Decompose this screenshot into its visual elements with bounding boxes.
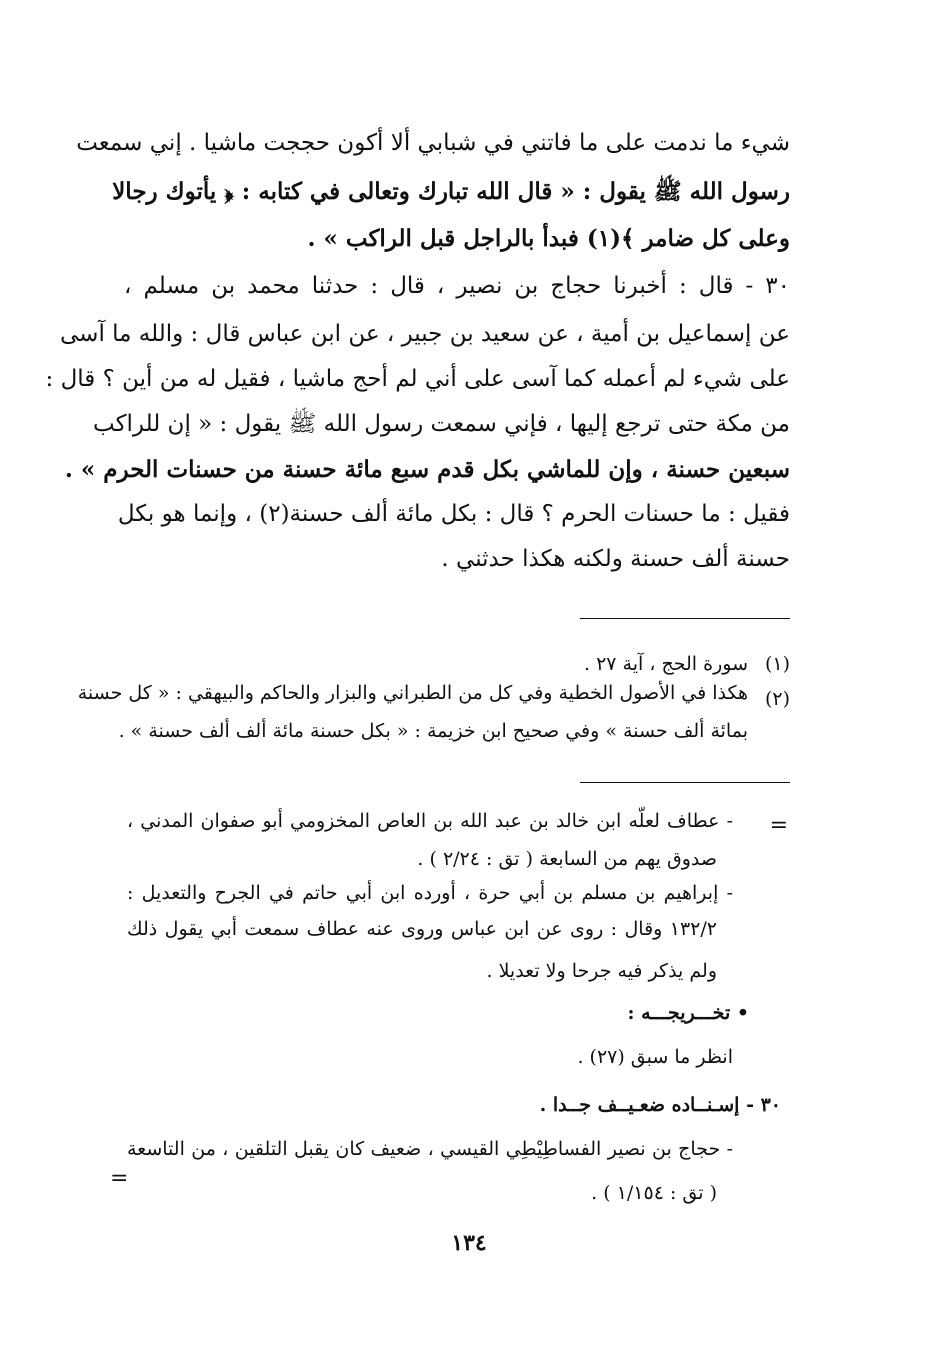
- commentary-line: ( تق : ١/١٥٤ ) .: [591, 1182, 717, 1204]
- continuation-mark: =: [769, 813, 788, 838]
- main-line: فقيل : ما حسنات الحرم ؟ قال : بكل مائة ألف حسنة(٢) ، وإنما هو بكل: [117, 501, 790, 527]
- end-continuation-mark: =: [110, 1166, 129, 1191]
- commentary-line: - حجاج بن نصير الفساطِيْطِي القيسي ، ضعيف كان يقبل التلقين ، من التاسعة: [127, 1138, 733, 1160]
- commentary-line: صدوق يهم من السابعة ( تق : ٢/٢٤ ) .: [417, 848, 717, 870]
- commentary-line: ١٣٢/٢ وقال : روى عن ابن عباس وروى عنه عطاف سمعت أبي يقول ذلك: [127, 918, 717, 940]
- footnote-line: هكذا في الأصول الخطية وفي كل من الطبراني والبزار والحاكم والبيهقي : « كل حسنة: [77, 682, 748, 704]
- footnote-divider: [580, 618, 790, 619]
- main-line: على شيء لم أعمله كما آسى على أني لم أحج ماشيا ، فقيل له من أين ؟ قال :: [45, 366, 790, 392]
- main-line: سبعين حسنة ، وإن للماشي بكل قدم سبع مائة حسنة من حسنات الحرم » .: [64, 456, 790, 483]
- main-line: وعلى كل ضامر ﴾(١) فبدأ بالراجل قبل الراكب » .: [307, 225, 790, 252]
- footnote-number: (١): [764, 653, 790, 675]
- main-line: رسول الله ﷺ يقول : « قال الله تبارك وتعالى في كتابه : ﴿ يأتوك رجالا: [112, 178, 790, 205]
- main-line: حسنة ألف حسنة ولكنه هكذا حدثني .: [441, 546, 790, 572]
- main-text: [45, 0, 790, 600]
- hadith-30-heading: ٣٠ - إسـنــاده ضعـيــف جــدا .: [539, 1094, 781, 1116]
- commentary-divider: [580, 782, 790, 783]
- commentary-line: - إبراهيم بن مسلم بن أبي حرة ، أورده ابن أبي حاتم في الجرح والتعديل :: [127, 882, 733, 904]
- commentary-line: ولم يذكر فيه جرحا ولا تعديلا .: [486, 960, 717, 982]
- main-line: من مكة حتى ترجع إليها ، فإني سمعت رسول الله ﷺ يقول : « إن للراكب: [93, 411, 790, 437]
- main-line: شيء ما ندمت على ما فاتني في شبابي ألا أكون حججت ماشيا . إني سمعت: [76, 130, 790, 156]
- main-line: ٣٠ - قال : أخبرنا حجاج بن نصير ، قال : حدثنا محمد بن مسلم ،: [124, 273, 790, 299]
- page-number: ١٣٤: [451, 1230, 487, 1256]
- main-line: عن إسماعيل بن أمية ، عن سعيد بن جبير ، عن ابن عباس قال : والله ما آسى: [60, 321, 790, 347]
- footnote-number: (٢): [764, 688, 790, 710]
- footnote-line: بمائة ألف حسنة » وفي صحيح ابن خزيمة : « بكل حسنة مائة ألف ألف حسنة » .: [118, 720, 748, 742]
- commentary-line: - عطاف لعلّه ابن خالد بن عبد الله بن العاص المخزومي أبو صفوان المدني ،: [127, 810, 733, 832]
- takhrij-text: انظر ما سبق (٢٧) .: [577, 1046, 733, 1068]
- footnote-line: سورة الحج ، آية ٢٧ .: [583, 653, 748, 675]
- takhrij-heading: • تخـــريجـــه :: [627, 1002, 749, 1024]
